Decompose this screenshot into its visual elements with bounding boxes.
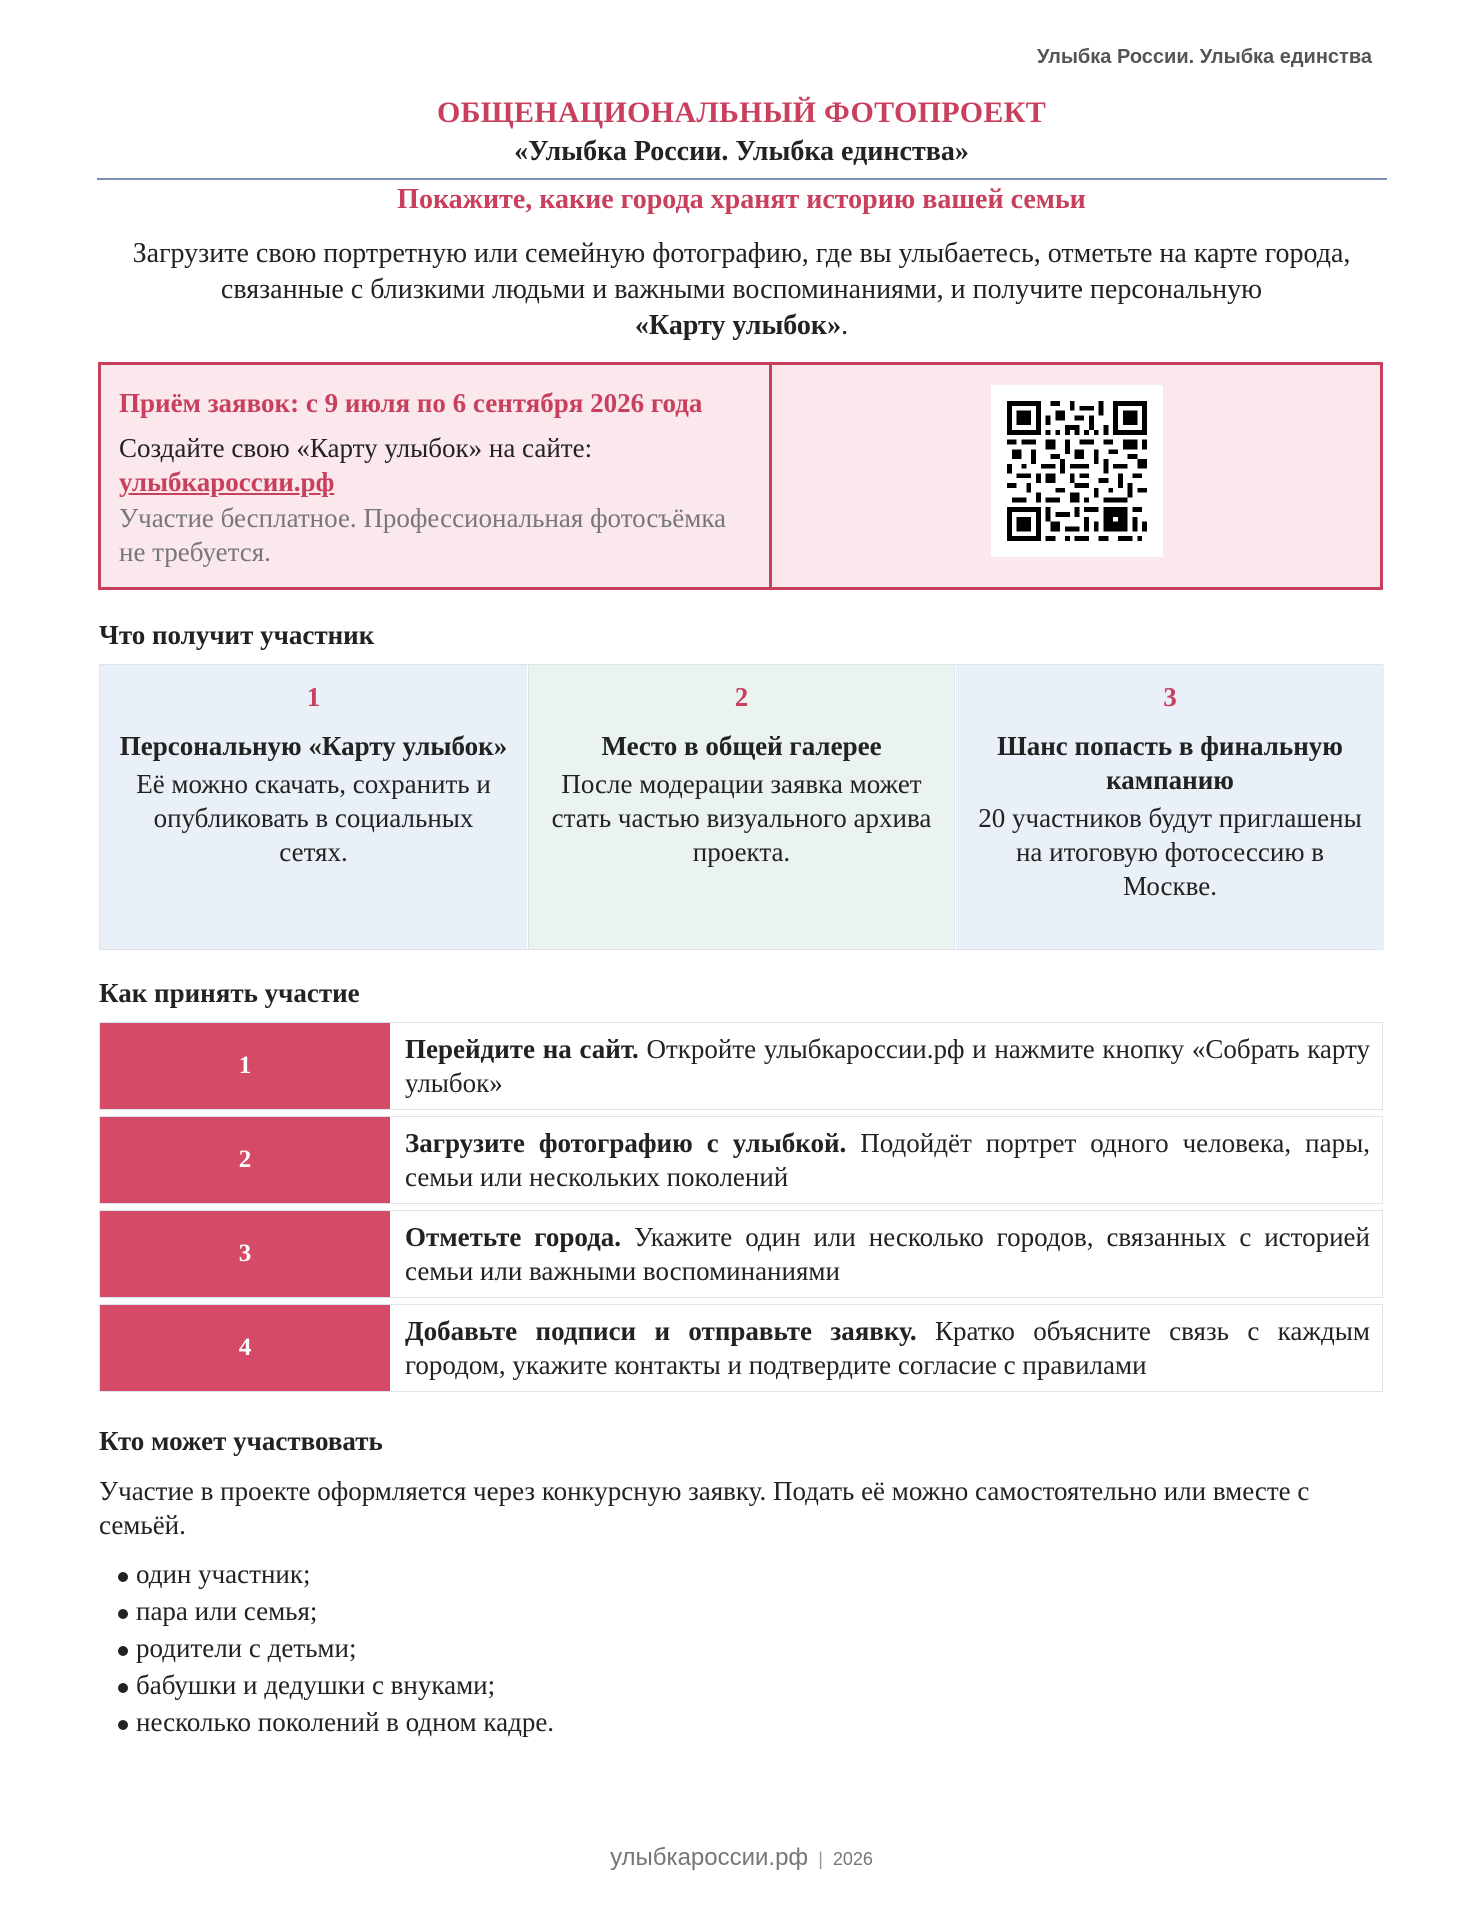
step-text — [405, 1126, 1370, 1194]
qr-code — [991, 385, 1163, 557]
promo-box — [98, 362, 1383, 590]
who-list — [118, 1556, 554, 1741]
step-title: Перейдите на сайт. — [405, 1034, 639, 1064]
benefits-heading: Что получит участник — [99, 620, 375, 650]
benefit-card — [528, 665, 955, 949]
benefit-text: После модерации заявка может стать частью визуального архива проекта. — [551, 769, 932, 867]
step-text — [405, 1032, 1370, 1100]
page-title: ОБЩЕНАЦИОНАЛЬНЫЙ ФОТОПРОЕКТ — [436, 96, 1047, 129]
step-text — [405, 1220, 1370, 1288]
step-text — [405, 1314, 1370, 1382]
footer-separator: | — [818, 1849, 823, 1869]
steps-heading: Как принять участие — [99, 978, 360, 1008]
site-link[interactable]: улыбкароссии.рф — [119, 467, 335, 497]
footer-site: улыбкароссии.рф — [610, 1844, 809, 1871]
step-row — [99, 1022, 1383, 1110]
deadline-text: Приём заявок: с 9 июля по 6 сентября 2026 года — [119, 388, 703, 418]
page-subtitle: «Улыбка России. Улыбка единства» — [514, 136, 969, 167]
benefit-text: 20 участников будут приглашены на итоговую фотосессию в Москве. — [978, 803, 1362, 901]
page-footer — [0, 1844, 1483, 1872]
promo-info — [119, 385, 759, 569]
step-title: Загрузите фотографию с улыбкой. — [405, 1128, 847, 1158]
promo-note: Участие бесплатное. Профессиональная фотосъёмка не требуется. — [119, 503, 727, 567]
footer-year: 2026 — [832, 1849, 873, 1869]
list-item: пара или семья; — [118, 1593, 554, 1630]
intro-emphasis: «Карту улыбок» — [634, 310, 842, 341]
step-description: Кратко объясните связь с каждым городом, укажите контакты и подтвердите согласие с правилами — [405, 1316, 1370, 1380]
benefit-number: 1 — [306, 682, 321, 712]
list-item: один участник; — [118, 1556, 554, 1593]
header-divider — [97, 178, 1387, 180]
benefit-title: Место в общей галерее — [601, 731, 882, 761]
promo-divider — [769, 365, 772, 587]
step-description: Подойдёт портрет одного человека, пары, семьи или нескольких поколений — [405, 1128, 1370, 1192]
benefit-title: Персональную «Карту улыбок» — [119, 731, 508, 761]
intro-text: Загрузите свою портретную или семейную фотографию, где вы улыбаетесь, отметьте на карте города, связанные с близкими людьми и важными воспоминаниями, и получите персональную — [132, 238, 1351, 305]
list-item: родители с детьми; — [118, 1630, 554, 1667]
step-row — [99, 1116, 1383, 1204]
tagline: Покажите, какие города хранят историю вашей семьи — [397, 184, 1086, 215]
benefit-title: Шанс попасть в финальную кампанию — [997, 731, 1343, 795]
qr-code-icon — [1007, 401, 1147, 541]
benefits-grid — [99, 664, 1383, 950]
step-number: 3 — [100, 1211, 390, 1297]
intro-end: . — [841, 310, 849, 341]
step-description: Укажите один или несколько городов, связанных с историей семьи или важными воспоминаниями — [405, 1222, 1370, 1286]
intro-paragraph — [90, 236, 1393, 344]
who-heading: Кто может участвовать — [99, 1426, 383, 1456]
running-head: Улыбка России. Улыбка единства — [1036, 46, 1372, 68]
step-row — [99, 1304, 1383, 1392]
benefit-card — [100, 665, 527, 949]
step-number: 4 — [100, 1305, 390, 1391]
benefit-number: 3 — [1163, 682, 1177, 712]
create-text: Создайте свою «Карту улыбок» на сайте: — [119, 433, 593, 463]
step-row — [99, 1210, 1383, 1298]
step-title: Отметьте города. — [405, 1222, 622, 1252]
step-number: 1 — [100, 1023, 390, 1109]
benefit-number: 2 — [734, 682, 749, 712]
step-title: Добавьте подписи и отправьте заявку. — [405, 1316, 917, 1346]
benefit-text: Её можно скачать, сохранить и опубликовать в социальных сетях. — [136, 769, 491, 867]
list-item: несколько поколений в одном кадре. — [118, 1704, 554, 1741]
step-number: 2 — [100, 1117, 390, 1203]
who-paragraph: Участие в проекте оформляется через конкурсную заявку. Подать её можно самостоятельно или вместе с семьёй. — [99, 1476, 1310, 1540]
step-description: Откройте улыбкароссии.рф и нажмите кнопку «Собрать карту улыбок» — [405, 1034, 1370, 1098]
benefit-card — [956, 665, 1384, 949]
list-item: бабушки и дедушки с внуками; — [118, 1667, 554, 1704]
